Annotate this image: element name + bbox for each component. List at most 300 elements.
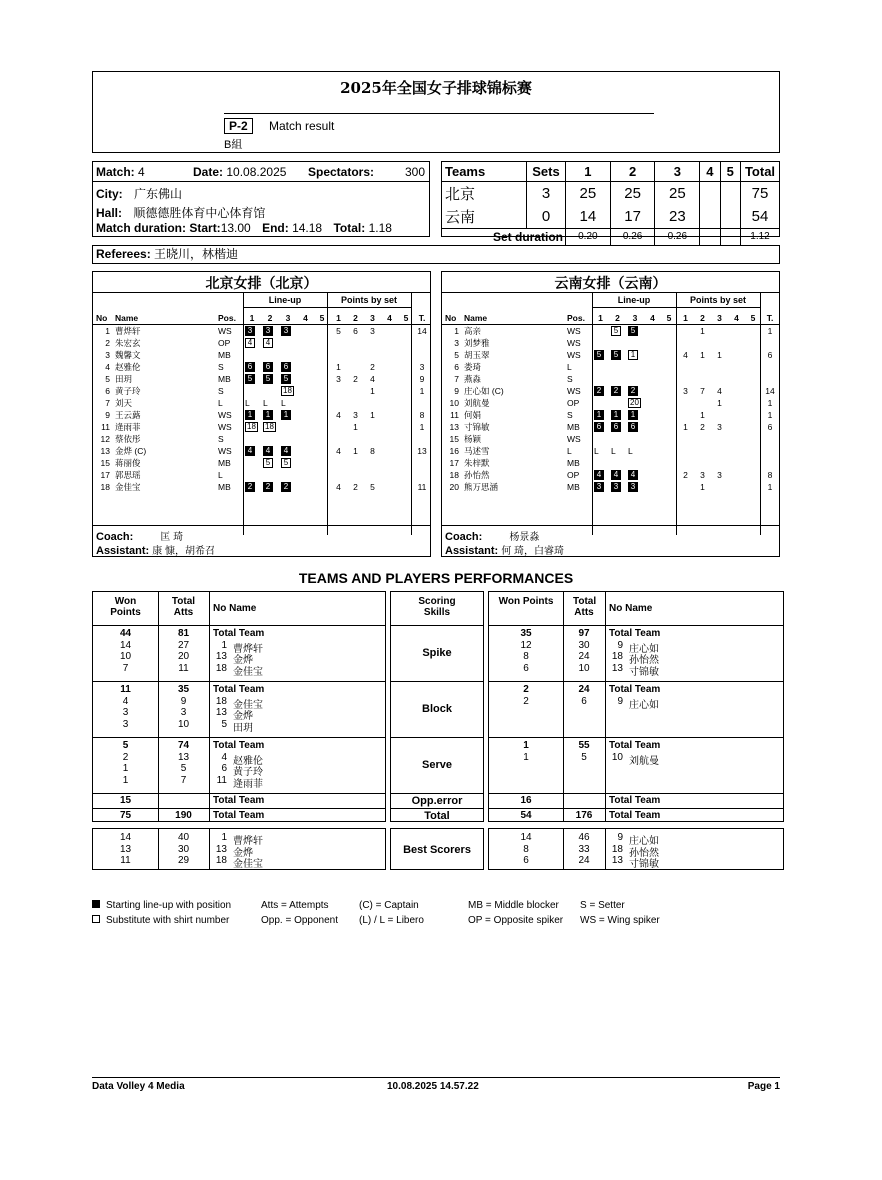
best-name: 庄心如 [629, 836, 659, 847]
player-total [414, 469, 430, 481]
points-set-5 [745, 337, 761, 349]
lineup-set-1 [243, 421, 261, 433]
player-pos: MB [567, 481, 580, 492]
col-total: T. [761, 312, 779, 324]
player-name: 蒋丽俊 [115, 457, 141, 468]
points-set-3: 5 [370, 481, 375, 492]
player-name: 朱梓默 [464, 457, 490, 468]
player-name: 金佳宝 [115, 481, 141, 492]
score-sets-b: 0 [527, 205, 566, 229]
lineup-set-3 [626, 397, 644, 409]
player-name: 熊万思涵 [464, 481, 499, 492]
points-set-1 [330, 433, 347, 445]
referees-box [92, 245, 780, 264]
score-header-set2: 2 [610, 162, 655, 181]
lineup-set-4 [644, 409, 661, 421]
player-total: 8 [767, 469, 773, 480]
spectators-label: Spectators: [308, 165, 375, 179]
points-set-2 [347, 397, 364, 409]
lineup-set-1 [243, 469, 261, 481]
lineup-set-3 [279, 421, 297, 433]
points-set-4 [728, 481, 745, 493]
team-a-performance [92, 591, 386, 822]
points-set-2 [694, 457, 711, 469]
footer-center: 10.08.2025 14.57.22 [387, 1081, 479, 1092]
player-no: 13 [100, 445, 110, 456]
player-row [93, 469, 430, 481]
player-total [761, 337, 779, 349]
points-set-4 [381, 349, 398, 361]
substitute-number-icon: 5 [281, 458, 291, 468]
won-points: 1 [523, 740, 529, 751]
total-label: Total: [333, 221, 366, 235]
lineup-set-3 [626, 433, 644, 445]
legend-captain: (C) = Captain [359, 900, 419, 911]
score-a-set5 [720, 181, 740, 205]
player-no: 11 [450, 409, 459, 420]
player-pos: S [218, 361, 224, 372]
player-no: 6 [105, 385, 110, 396]
points-set-5 [398, 373, 414, 385]
starting-position-icon: 4 [263, 446, 273, 456]
legend-atts: Atts = Attempts [261, 900, 329, 911]
lineup-set-1 [592, 361, 609, 373]
legend-op: OP = Opposite spiker [468, 915, 564, 926]
lineup-set-3 [279, 397, 297, 409]
lineup-set-5 [661, 421, 677, 433]
team-b-pbs-header: Points by set [689, 295, 746, 305]
starting-position-icon: 6 [628, 422, 638, 432]
col-lineup-3: 3 [626, 312, 644, 324]
player-row [442, 457, 779, 469]
player-total: 8 [419, 409, 425, 420]
points-set-2 [347, 349, 364, 361]
score-b-set1: 14 [566, 205, 611, 229]
player-name: 黄子玲 [233, 767, 263, 778]
player-pos: L [218, 469, 223, 480]
points-set-5 [398, 445, 414, 457]
player-pos: WS [218, 445, 232, 456]
player-name: 赵雅伦 [115, 361, 141, 372]
points-set-3 [364, 337, 381, 349]
legend-sub: Substitute with shirt number [106, 915, 230, 926]
lineup-set-2 [261, 349, 279, 361]
player-total: 1 [419, 385, 425, 396]
player-row [442, 337, 779, 349]
points-set-3: 1 [370, 409, 375, 420]
player-name: 金佳宝 [233, 666, 263, 678]
points-set-3: 1 [717, 397, 722, 408]
player-row [442, 324, 779, 337]
performance-title: TEAMS AND PLAYERS PERFORMANCES [298, 570, 574, 586]
col-pbs-3: 3 [711, 312, 728, 324]
points-set-1 [677, 361, 694, 373]
lineup-set-4 [644, 349, 661, 361]
starting-position-icon: 1 [263, 410, 273, 420]
lineup-set-4 [297, 469, 314, 481]
lineup-set-5 [314, 421, 330, 433]
lineup-set-4 [644, 324, 661, 337]
player-no: 2 [105, 337, 110, 348]
player-name: 金佳宝 [233, 699, 263, 711]
points-set-3: 3 [717, 421, 722, 432]
starting-position-icon: 3 [245, 326, 255, 336]
total-atts: 5 [180, 763, 187, 774]
total-atts: 5 [581, 751, 587, 763]
player-total: 1 [767, 481, 773, 492]
lineup-set-4 [297, 481, 314, 493]
lineup-set-5 [314, 457, 330, 469]
legend-start: Starting line-up with position [106, 900, 232, 911]
player-no: 18 [215, 662, 227, 674]
score-b-set5 [720, 205, 740, 229]
won-points: 35 [520, 628, 532, 639]
lineup-set-2 [609, 481, 626, 493]
player-total [761, 373, 779, 385]
libero-mark: L [594, 445, 599, 456]
lineup-set-5 [661, 397, 677, 409]
points-set-5 [398, 433, 414, 445]
total-points: 54 [520, 810, 532, 821]
substitute-number-icon: 4 [245, 338, 255, 348]
col-pos: Pos. [567, 312, 592, 324]
points-set-1 [330, 421, 347, 433]
starting-position-icon: 1 [245, 410, 255, 420]
player-total: 1 [419, 421, 425, 432]
lineup-set-3 [626, 337, 644, 349]
lineup-set-5 [661, 409, 677, 421]
points-set-3 [364, 397, 381, 409]
col-lineup-4: 4 [297, 312, 314, 324]
player-row [442, 409, 779, 421]
player-no: 13 [215, 651, 227, 662]
total-atts: 11 [178, 662, 189, 674]
player-row [442, 481, 779, 493]
player-row [93, 433, 430, 445]
best-won: 14 [520, 832, 532, 843]
set-duration-4 [700, 228, 720, 245]
player-row [442, 397, 779, 409]
points-set-3: 8 [370, 445, 375, 456]
lineup-set-2 [261, 469, 279, 481]
player-pos: S [218, 433, 224, 444]
lineup-set-4 [297, 349, 314, 361]
lineup-set-1 [243, 481, 261, 493]
points-set-1: 4 [336, 481, 341, 492]
points-set-4 [728, 349, 745, 361]
col-total: T. [414, 312, 430, 324]
player-total [414, 337, 430, 349]
col-pbs-4: 4 [381, 312, 398, 324]
points-set-5 [398, 469, 414, 481]
points-set-2 [347, 457, 364, 469]
lineup-set-5 [661, 457, 677, 469]
team-b-player-table [442, 312, 779, 493]
lineup-set-5 [661, 445, 677, 457]
lineup-set-4 [644, 361, 661, 373]
best-won: 8 [523, 843, 529, 855]
lineup-set-1 [592, 469, 609, 481]
col-pbs-3: 3 [364, 312, 381, 324]
player-no: 16 [449, 445, 459, 456]
player-name: 金烨 (C) [115, 445, 147, 456]
end-value: 14.18 [292, 221, 323, 235]
points-set-3 [711, 457, 728, 469]
legend [92, 900, 792, 932]
lineup-set-3 [279, 385, 297, 397]
player-total [414, 433, 430, 445]
lineup-set-2 [609, 373, 626, 385]
points-set-2: 2 [353, 481, 358, 492]
lineup-set-2 [261, 324, 279, 337]
points-set-1 [677, 337, 694, 349]
points-set-4 [728, 421, 745, 433]
skill-serve: Serve [422, 759, 452, 771]
points-set-5 [745, 469, 761, 481]
player-row [93, 373, 430, 385]
lineup-set-1 [592, 409, 609, 421]
points-set-3 [364, 469, 381, 481]
starting-position-icon: 3 [281, 326, 291, 336]
lineup-set-1 [243, 397, 261, 409]
col-no: No [93, 312, 115, 324]
player-row [93, 397, 430, 409]
points-set-2 [694, 445, 711, 457]
best-won: 11 [120, 855, 131, 866]
won-points: 12 [520, 639, 532, 651]
player-no: 11 [216, 774, 227, 786]
points-set-2 [694, 373, 711, 385]
player-pos: L [567, 445, 572, 456]
lineup-set-3 [626, 385, 644, 397]
points-set-4 [728, 397, 745, 409]
col-lineup-2: 2 [609, 312, 626, 324]
lineup-set-5 [314, 373, 330, 385]
col-lineup-3: 3 [279, 312, 297, 324]
starting-position-icon: 5 [245, 374, 255, 384]
lineup-set-4 [644, 397, 661, 409]
best-scorers-box [390, 828, 484, 870]
page-title: 2025年全国女子排球锦标赛 [340, 79, 532, 97]
lineup-set-2 [261, 457, 279, 469]
match-number: 4 [138, 165, 145, 179]
points-set-2 [347, 433, 364, 445]
starting-position-icon: 6 [611, 422, 621, 432]
skill-block: Block [422, 703, 452, 715]
team-b-roster [441, 271, 780, 557]
team-a-player-table [93, 312, 430, 493]
lineup-set-1 [243, 361, 261, 373]
player-name: 何娟 [464, 409, 482, 420]
empty-square-icon [92, 915, 100, 923]
player-no: 15 [100, 457, 110, 468]
points-set-3 [711, 324, 728, 337]
player-pos: MB [218, 349, 231, 360]
lineup-set-4 [297, 361, 314, 373]
player-pos: L [218, 397, 223, 408]
total-atts: 7 [180, 774, 187, 786]
lineup-set-1 [243, 385, 261, 397]
player-no: 17 [449, 457, 459, 468]
player-row [93, 481, 430, 493]
points-set-3 [711, 373, 728, 385]
starting-position-icon: 4 [611, 470, 621, 480]
won-points: 3 [122, 707, 129, 718]
col-name: Name [115, 312, 218, 324]
points-set-4 [381, 409, 398, 421]
won-points-header: Won Points [498, 596, 554, 607]
won-points: 3 [122, 718, 129, 730]
set-duration-2: 0.26 [610, 228, 655, 245]
team-a-coach: 匡 琦 [160, 532, 184, 543]
points-set-4 [381, 373, 398, 385]
player-name: 孙怡然 [464, 469, 490, 480]
points-set-1 [330, 385, 347, 397]
player-name: 胡玉翠 [464, 349, 490, 360]
score-team-b: 云南 [442, 205, 527, 229]
col-pbs-4: 4 [728, 312, 745, 324]
lineup-set-4 [297, 433, 314, 445]
lineup-set-1 [592, 373, 609, 385]
points-set-4 [381, 481, 398, 493]
starting-position-icon: 2 [594, 386, 604, 396]
score-a-set2: 25 [610, 181, 655, 205]
player-no: 6 [454, 361, 459, 372]
player-pos: WS [567, 349, 581, 360]
player-no: 9 [617, 639, 623, 651]
player-pos: S [567, 409, 573, 420]
lineup-set-2 [609, 469, 626, 481]
total-atts: 81 [177, 628, 190, 639]
lineup-set-2 [261, 421, 279, 433]
lineup-set-5 [661, 324, 677, 337]
lineup-set-3 [626, 481, 644, 493]
best-won: 14 [119, 832, 132, 843]
opp-error-team: Total Team [213, 795, 265, 806]
team-b-title: 云南女排（云南） [554, 276, 667, 292]
points-set-4 [728, 337, 745, 349]
footer-rule [92, 1077, 780, 1078]
points-set-2: 1 [700, 409, 705, 420]
lineup-set-1 [592, 481, 609, 493]
lineup-set-1 [243, 349, 261, 361]
lineup-set-2 [609, 385, 626, 397]
col-no: No [442, 312, 464, 324]
total-atts: 6 [581, 695, 587, 707]
lineup-set-4 [297, 385, 314, 397]
best-name: 金佳宝 [233, 859, 263, 870]
lineup-set-4 [644, 385, 661, 397]
player-row [93, 421, 430, 433]
lineup-set-5 [314, 385, 330, 397]
player-pos: WS [218, 409, 232, 420]
starting-position-icon: 5 [281, 374, 291, 384]
player-name: 燕淼 [464, 373, 482, 384]
lineup-set-2 [609, 445, 626, 457]
lineup-set-1 [592, 445, 609, 457]
points-set-4 [728, 469, 745, 481]
lineup-set-2 [261, 373, 279, 385]
points-set-5 [398, 481, 414, 493]
points-set-1 [677, 397, 694, 409]
points-set-3: 1 [717, 349, 722, 360]
player-row [442, 469, 779, 481]
score-header-set3: 3 [655, 162, 700, 181]
lineup-set-1 [243, 324, 261, 337]
opp-error-points: 15 [119, 795, 132, 806]
set-duration-total: 1.12 [741, 228, 780, 245]
starting-position-icon: 1 [594, 410, 604, 420]
points-set-1 [677, 445, 694, 457]
total-atts: 27 [177, 639, 190, 651]
substitute-number-icon: 18 [245, 422, 258, 432]
lineup-set-2 [609, 361, 626, 373]
points-set-5 [745, 373, 761, 385]
lineup-set-3 [279, 373, 297, 385]
lineup-set-3 [626, 469, 644, 481]
points-set-2: 2 [353, 373, 358, 384]
player-pos: WS [567, 385, 581, 396]
col-lineup-2: 2 [261, 312, 279, 324]
lineup-set-2 [261, 481, 279, 493]
points-set-1: 5 [336, 325, 341, 336]
team-b-lineup-header: Line-up [617, 295, 651, 305]
starting-position-icon: 2 [281, 482, 291, 492]
player-no: 17 [100, 469, 110, 480]
total-atts: 176 [575, 810, 593, 821]
points-set-4 [381, 385, 398, 397]
duration-label: Match duration: [96, 221, 186, 235]
starting-position-icon: 1 [628, 410, 638, 420]
opp-error-points: 16 [520, 795, 532, 806]
won-points: 2 [523, 684, 529, 695]
lineup-set-4 [644, 421, 661, 433]
player-total: 13 [417, 445, 427, 456]
team-b-assistant: 何 琦，白睿琦 [501, 546, 565, 557]
points-set-2 [347, 385, 364, 397]
substitute-number-icon: 18 [281, 386, 294, 396]
points-set-1 [330, 457, 347, 469]
points-set-4 [728, 433, 745, 445]
player-no: 13 [611, 662, 623, 674]
lineup-set-2 [609, 421, 626, 433]
starting-position-icon: 3 [594, 482, 604, 492]
player-no: 9 [454, 385, 459, 396]
lineup-set-4 [644, 445, 661, 457]
points-set-1 [330, 469, 347, 481]
lineup-set-3 [626, 361, 644, 373]
lineup-set-4 [297, 457, 314, 469]
lineup-set-3 [626, 409, 644, 421]
points-set-5 [745, 421, 761, 433]
score-header-set4: 4 [700, 162, 720, 181]
total-atts: 97 [578, 628, 590, 639]
player-total [761, 361, 779, 373]
lineup-set-4 [644, 457, 661, 469]
lineup-set-4 [297, 421, 314, 433]
lineup-set-1 [243, 409, 261, 421]
lineup-set-5 [661, 469, 677, 481]
lineup-set-5 [314, 397, 330, 409]
legend-ws: WS = Wing spiker [580, 915, 660, 926]
player-name: 郭思瑶 [115, 469, 141, 480]
points-set-1: 3 [336, 373, 341, 384]
lineup-set-5 [661, 385, 677, 397]
points-set-3: 2 [370, 361, 375, 372]
starting-position-icon: 2 [245, 482, 255, 492]
total-atts: 10 [578, 662, 590, 674]
player-row [93, 361, 430, 373]
